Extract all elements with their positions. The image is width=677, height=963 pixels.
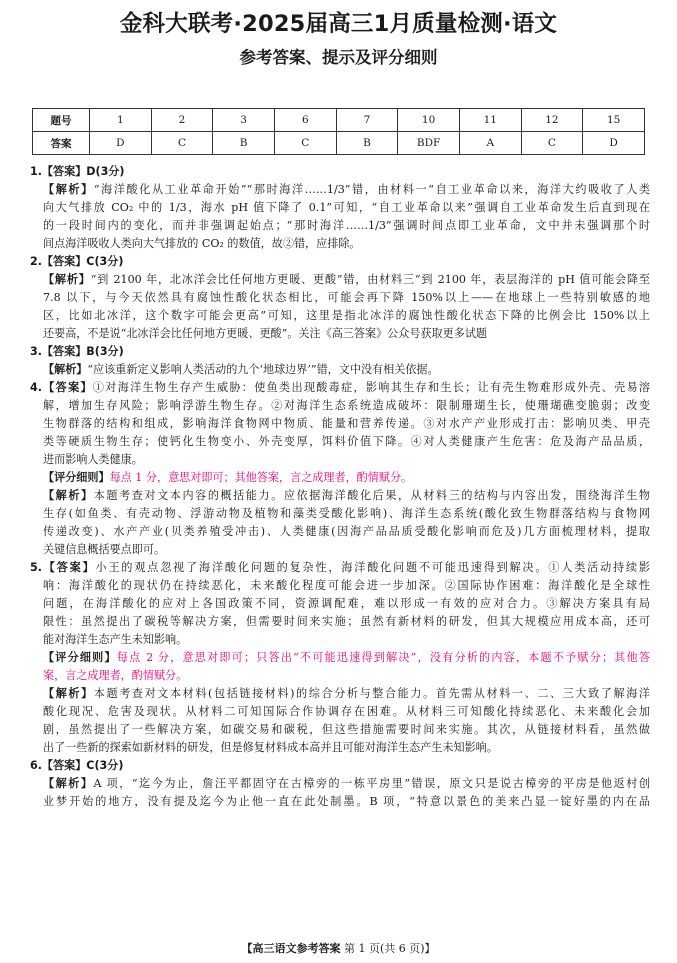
explain-tag: 【解析】 [43,687,94,700]
answer-cell: B [336,132,398,155]
footer-label: 【高三语文参考答案 [241,942,341,955]
question-number: 6 [274,109,336,132]
answer-cell: C [274,132,336,155]
q1-explain-line: 的一段时间内的变化，而并非强调起始点；“那时海洋……1/3”强调时间点即工业革命，文中并未强调那个时 [43,219,650,232]
page-number: 第 1 页(共 6 页)】 [343,942,436,955]
q5-grading: 【评分细则】每点 2 分，意思对即可；只答出“不可能迅速得到解决”，没有分析的内容，本题不予赋分；其他答 [43,651,650,664]
explain-tag: 【解析】 [43,489,94,502]
q6-explain-line: 【解析】A 项，“迄今为止，詹汪平都固守在古樟旁的一栋平房里”错误，原文只是说古樟旁的平房是他返村创 [43,777,650,790]
q1-explain-line: 间点海洋吸收人类向大气排放的 CO₂ 的数值，故②错，应排除。 [43,237,361,250]
explain-tag: 【解析】 [43,273,91,286]
q1-answer: 1.【答案】D(3分) [30,165,125,178]
q5-explain-line: 剧，虽然提出了一些解决方案，如碳交易和碳税，但这些措施需要时间来实施。其次，从链接材料看，虽然做 [43,723,650,736]
row-label-question: 题号 [33,109,90,132]
q5-answer-line: 响：海洋酸化的现状仍在持续恶化，未来酸化程度可能会进一步加深。②国际协作困难：海洋酸化是全球性 [43,579,650,592]
q5-answer-line: 限性：虽然提出了碳税等解决方案，但需要时间来实施；虽然有新材料的研发，但其大规模应用成本高，还可 [43,615,650,628]
q5-explain-line: 出了一些新的探索如新材料的研发，但是修复材料成本高并且可能对海洋生态产生未知影响。 [43,741,498,754]
question-number: 15 [583,109,645,132]
question-number: 10 [398,109,460,132]
q4-answer-line: 生物群落的结构和组成，影响海洋食物网中物质、能量和营养传递。③对水产产业形成打击：影响贝类、甲壳 [43,417,650,430]
grading-tag: 【评分细则】 [43,651,117,664]
page-footer [0,940,677,956]
q2-explain-line: 区，比如北冰洋，这个数字可能会更高”可知，这里是指北冰洋的腐蚀性酸化状态下降的比例会比 150%以上 [43,309,650,322]
explain-tag: 【解析】 [43,363,88,376]
q4-explain-line: 传递改变)、水产产业(贝类养殖受冲击)、人类健康(因海产品品质受酸化影响而危及)几方面梳理材料，提取 [43,525,650,538]
q2-explain-line: 7.8 以下，与今天依然具有腐蚀性酸化状态相比，可能会再下降 150%以上——在地球上一些特别敏感的地 [43,291,650,304]
question-number: 12 [521,109,583,132]
explain-tag: 【解析】 [43,183,94,196]
question-number: 3 [213,109,275,132]
q4-answer-line: 类等硬质生物生存；使钙化生物变小、外壳变厚，饵料价值下降。④对人类健康产生危害：危及海产品品质， [43,435,650,448]
question-number: 11 [459,109,521,132]
answer-tag: 4.【答案】 [30,381,93,394]
page-subtitle: 参考答案、提示及评分细则 [239,48,438,67]
row-label-answer: 答案 [33,132,90,155]
q5-explain-line: 酸化现况、危害及现状。从材料二可知国际合作协调存在困难。从材料三可知酸化持续恶化、未来酸化会加 [43,705,650,718]
q6-explain-line: 业梦开始的地方，没有提及迄今为止他一直在此处制墨。B 项，“特意以景色的美来凸显一锭好墨的内在品 [43,795,650,808]
q4-answer-line: 进而影响人类健康。 [43,453,143,466]
answer-content [30,163,650,811]
page-title: 金科大联考·2025届高三1月质量检测·语文 [119,11,558,37]
q5-answer-line: 问题，在海洋酸化的应对上各国政策不同，资源调配难，难以形成一有效的应对合力。③解决方案具有局 [43,597,650,610]
q5-answer-line: 5.【答案】小王的观点忽视了海洋酸化问题的复杂性，海洋酸化问题不可能迅速得到解决。①人类活动持续影 [30,561,650,574]
q1-explain-line: 向大气排放 CO₂ 中的 1/3，海水 pH 值下降了 0.1”可知，“自工业革命以来”强调自工业革命发生后直到现在 [43,201,650,214]
q2-explain-line: 【解析】“到 2100 年，北冰洋会比任何地方更暖、更酸”错，由材料三“到 2100 年，表层海洋的 pH 值可能会降至 [43,273,650,286]
answer-tag: 5.【答案】 [30,561,96,574]
q4-answer-line: 解，增加生存风险；影响浮游生物生存。②对海洋生态系统造成破坏：限制珊瑚生长，使珊瑚礁变脆弱；改变 [43,399,650,412]
grading-tag: 【评分细则】 [43,471,110,484]
question-number: 1 [90,109,152,132]
q6-answer: 6.【答案】C(3分) [30,759,124,772]
explain-tag: 【解析】 [43,777,94,790]
q4-answer-line: 4.【答案】①对海洋生物生存产生威胁：使鱼类出现酸毒症，影响其生存和生长；让有壳生物难形成外壳、壳易溶 [30,381,650,394]
q4-explain-line: 关键信息概括要点即可。 [43,543,166,556]
answer-cell: B [213,132,275,155]
question-number: 7 [336,109,398,132]
answer-cell: D [90,132,152,155]
question-number: 2 [151,109,213,132]
answer-cell: C [521,132,583,155]
answer-row [33,132,645,155]
q4-grading: 【评分细则】每点 1 分，意思对即可；其他答案，言之成理者，酌情赋分。 [43,471,413,484]
q1-explain-line: 【解析】“海洋酸化从工业革命开始”“那时海洋……1/3”错，由材料一“自工业革命以来，海洋大约吸收了人类 [43,183,650,196]
answer-cell: C [151,132,213,155]
q3-explain-line: 【解析】“应该重新定义影响人类活动的九个‘地球边界’”错，文中没有相关依据。 [43,363,439,376]
q5-grading-line: 案，言之成理者，酌情赋分。 [43,669,188,682]
q4-explain-line: 【解析】本题考查对文本内容的概括能力。应依据海洋酸化后果，从材料三的结构与内容出发，围绕海洋生物 [43,489,650,502]
q2-answer: 2.【答案】C(3分) [30,255,124,268]
q2-explain-line: 还要高，不是说“北冰洋会比任何地方更暖、更酸”。关注《高三答案》公众号获取更多试题 [43,327,488,340]
answer-cell: BDF [398,132,460,155]
answer-cell: D [583,132,645,155]
answer-table [32,108,645,155]
answer-cell: A [459,132,521,155]
q5-explain-line: 【解析】本题考查对文本材料(包括链接材料)的综合分析与整合能力。首先需从材料一、二、三大致了解海洋 [43,687,650,700]
q5-answer-line: 能对海洋生态产生未知影响。 [43,633,188,646]
q4-explain-line: 生存(如鱼类、有壳动物、浮游动物及植物和藻类受酸化影响)、海洋生态系统(酸化致生物群落结构与食物网 [43,507,650,520]
question-number-row [33,109,645,132]
q3-answer: 3.【答案】B(3分) [30,345,124,358]
